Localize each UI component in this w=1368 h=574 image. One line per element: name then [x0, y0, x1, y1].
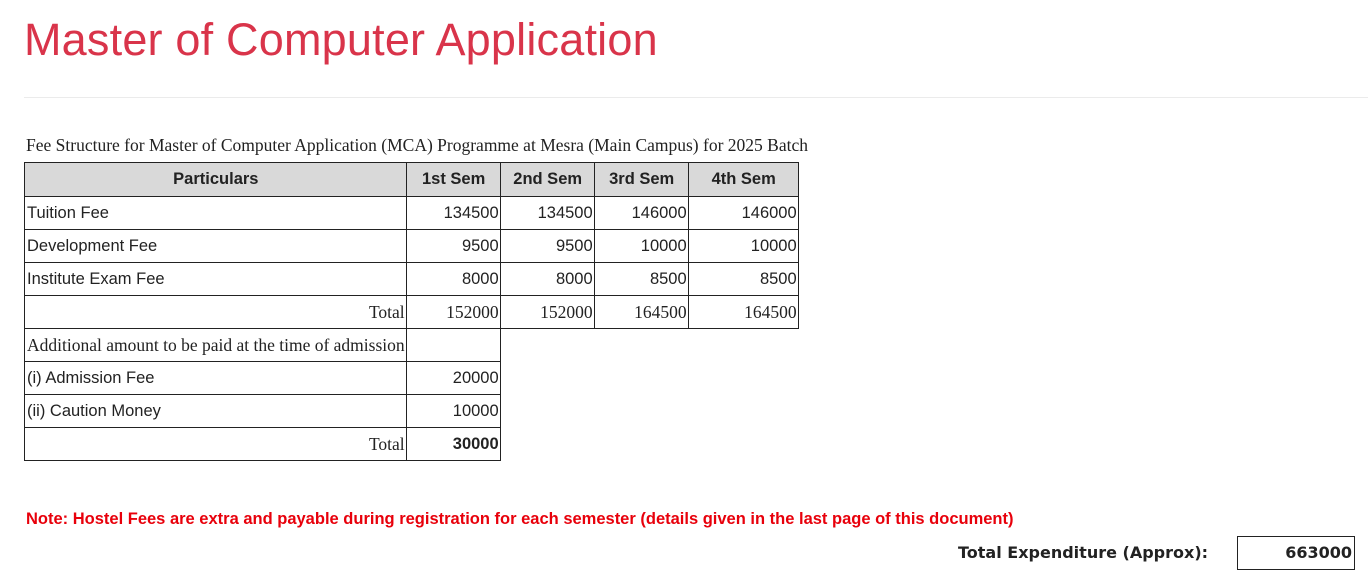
row-value: 9500 [500, 230, 594, 263]
total-value: 30000 [406, 428, 500, 461]
fee-structure-caption: Fee Structure for Master of Computer Application (MCA) Programme at Mesra (Main Campus) for 2025 Batch [26, 135, 808, 155]
row-value: 20000 [406, 362, 500, 395]
hostel-fee-note: Note: Hostel Fees are extra and payable during registration for each semester (details given in the last page of this document) [26, 510, 1014, 528]
total-value: 152000 [500, 296, 594, 329]
total-label: Total [25, 296, 407, 329]
title-divider [24, 97, 1368, 98]
page-title: Master of Computer Application [24, 14, 658, 65]
total-value: 152000 [406, 296, 500, 329]
row-value: 8000 [500, 263, 594, 296]
fee-structure-table [24, 162, 799, 461]
total-expenditure-label: Total Expenditure (Approx): [958, 543, 1209, 562]
total-value: 164500 [594, 296, 688, 329]
additional-total-row [25, 428, 799, 461]
row-value: 10000 [406, 395, 500, 428]
row-value: 146000 [594, 197, 688, 230]
row-label: Institute Exam Fee [25, 263, 407, 296]
row-label: (i) Admission Fee [25, 362, 407, 395]
blank-space [500, 395, 798, 428]
row-value: 8000 [406, 263, 500, 296]
row-value: 8500 [594, 263, 688, 296]
semester-total-row [25, 296, 799, 329]
total-expenditure-value: 663000 [1237, 536, 1355, 570]
row-label: Development Fee [25, 230, 407, 263]
table-header-row [25, 163, 799, 197]
table-row [25, 395, 799, 428]
header-sem-2: 2nd Sem [500, 163, 594, 197]
row-value: 10000 [688, 230, 798, 263]
row-value: 134500 [406, 197, 500, 230]
row-value: 134500 [500, 197, 594, 230]
header-particulars: Particulars [25, 163, 407, 197]
total-label: Total [25, 428, 407, 461]
row-value: 9500 [406, 230, 500, 263]
blank-space [500, 428, 798, 461]
blank-space [500, 329, 798, 362]
row-value: 146000 [688, 197, 798, 230]
header-sem-1: 1st Sem [406, 163, 500, 197]
header-sem-4: 4th Sem [688, 163, 798, 197]
row-label: Tuition Fee [25, 197, 407, 230]
table-row [25, 362, 799, 395]
blank-space [500, 362, 798, 395]
table-row [25, 263, 799, 296]
row-value: 8500 [688, 263, 798, 296]
table-row [25, 197, 799, 230]
row-value: 10000 [594, 230, 688, 263]
row-label: (ii) Caution Money [25, 395, 407, 428]
header-sem-3: 3rd Sem [594, 163, 688, 197]
additional-amount-label: Additional amount to be paid at the time of admission [25, 329, 407, 362]
additional-heading-row [25, 329, 799, 362]
table-row [25, 230, 799, 263]
total-value: 164500 [688, 296, 798, 329]
empty-cell [406, 329, 500, 362]
